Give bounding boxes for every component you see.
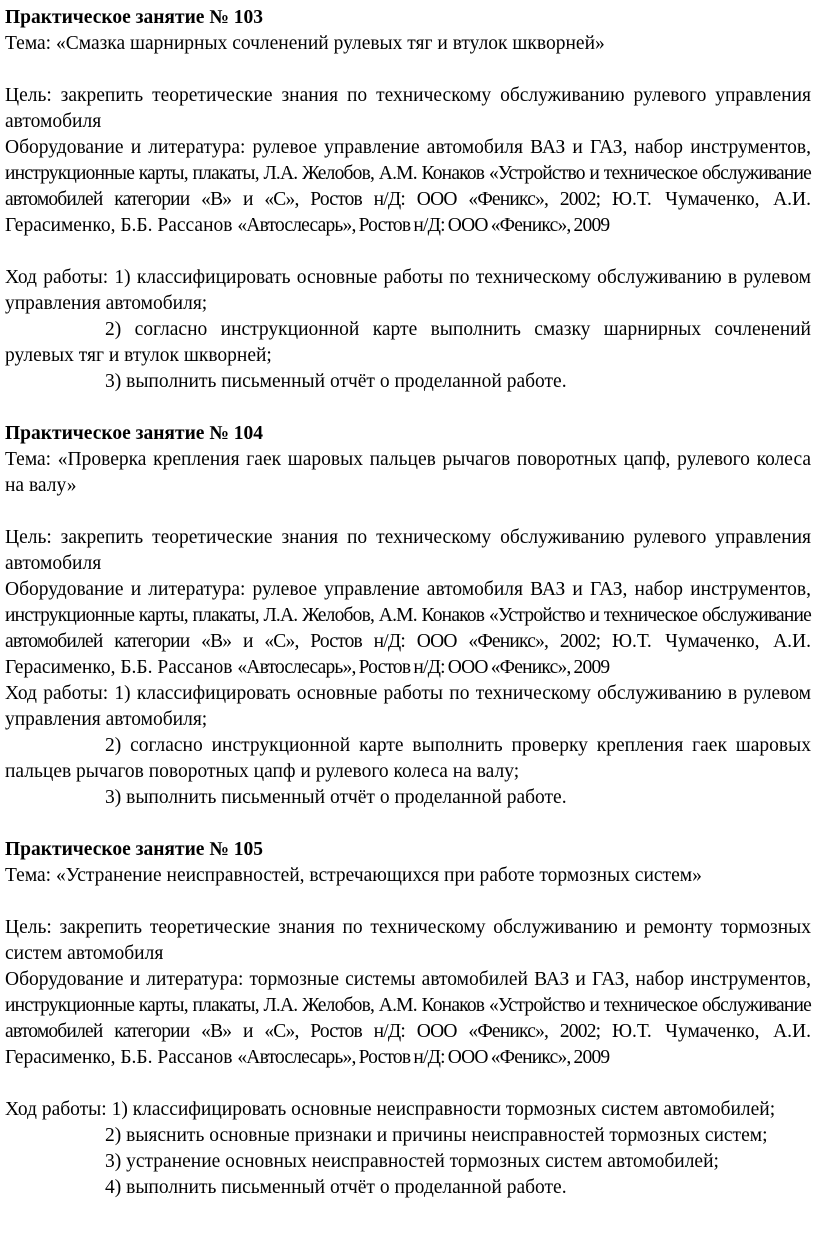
equipment-authors: Ю.Т. Чумаченко, А.И. Герасименко, Б.Б. Рассанов (5, 189, 811, 236)
equipment-lead: Оборудование и литература: рулевое управление автомобиля ВАЗ и ГАЗ, набор инструментов, (5, 579, 811, 600)
lesson-goal: Цель: закрепить теоретические знания по техническому обслуживанию и ремонту тормозных систем автомобиля (5, 917, 811, 964)
lesson-goal: Цель: закрепить теоретические знания по техническому обслуживанию рулевого управления автомобиля (5, 527, 811, 574)
blank-line (5, 889, 811, 915)
lesson-equipment (5, 577, 811, 681)
lesson-section-104 (5, 421, 811, 811)
lesson-equipment (5, 967, 811, 1071)
work-step: Ход работы: 1) классифицировать основные неисправности тормозных систем автомобилей; (5, 1099, 776, 1120)
work-step: Ход работы: 1) классифицировать основные работы по техническому обслуживанию в рулевом управления автомобиля; (5, 267, 811, 314)
lesson-equipment (5, 135, 811, 239)
equipment-authors: Ю.Т. Чумаченко, А.И. Герасименко, Б.Б. Рассанов (5, 631, 811, 678)
blank-line (5, 1071, 811, 1097)
equipment-condensed-2: «Автослесарь», Ростов н/Д: ООО «Феникс», 2009 (237, 657, 610, 678)
lesson-theme: Тема: «Смазка шарнирных сочленений рулевых тяг и втулок шкворней» (5, 33, 605, 54)
work-step: 2) согласно инструкционной карте выполнить проверку крепления гаек шаровых пальцев рычагов поворотных цапф и рулевого колеса на валу; (5, 735, 811, 782)
equipment-authors: Ю.Т. Чумаченко, А.И. Герасименко, Б.Б. Рассанов (5, 1021, 811, 1068)
work-step: 3) выполнить письменный отчёт о проделанной работе. (105, 787, 567, 808)
equipment-condensed-1: инструкционные карты, плакаты, Л.А. Желобов, А.М. Конаков «Устройство и техническое обслуживание автомобилей категории «В» и «С», Ростов н/Д: ООО «Феникс», 2002; (5, 995, 811, 1042)
blank-line (5, 499, 811, 525)
blank-line (5, 239, 811, 265)
blank-line (5, 395, 811, 421)
work-step: Ход работы: 1) классифицировать основные работы по техническому обслуживанию в рулевом управления автомобиля; (5, 683, 811, 730)
equipment-lead: Оборудование и литература: тормозные системы автомобилей ВАЗ и ГАЗ, набор инструментов, (5, 969, 811, 990)
lesson-theme: Тема: «Устранение неисправностей, встречающихся при работе тормозных систем» (5, 865, 702, 886)
work-step: 2) согласно инструкционной карте выполнить смазку шарнирных сочленений рулевых тяг и втулок шкворней; (5, 319, 811, 366)
blank-line (5, 57, 811, 83)
lesson-title: Практическое занятие № 104 (5, 423, 264, 444)
work-step: 3) выполнить письменный отчёт о проделанной работе. (105, 371, 567, 392)
lesson-goal: Цель: закрепить теоретические знания по техническому обслуживанию рулевого управления автомобиля (5, 85, 811, 132)
lesson-theme: Тема: «Проверка крепления гаек шаровых пальцев рычагов поворотных цапф, рулевого колеса на валу» (5, 449, 811, 496)
work-step: 3) устранение основных неисправностей тормозных систем автомобилей; (105, 1151, 719, 1172)
lesson-section-103 (5, 5, 811, 395)
work-step: 4) выполнить письменный отчёт о проделанной работе. (105, 1177, 567, 1198)
work-step: 2) выяснить основные признаки и причины неисправностей тормозных систем; (105, 1125, 768, 1146)
lesson-title: Практическое занятие № 103 (5, 7, 264, 28)
blank-line (5, 811, 811, 837)
lesson-section-105 (5, 837, 811, 1201)
equipment-condensed-1: инструкционные карты, плакаты, Л.А. Желобов, А.М. Конаков «Устройство и техническое обслуживание автомобилей категории «В» и «С», Ростов н/Д: ООО «Феникс», 2002; (5, 605, 811, 652)
equipment-condensed-1: инструкционные карты, плакаты, Л.А. Желобов, А.М. Конаков «Устройство и техническое обслуживание автомобилей категории «В» и «С», Ростов н/Д: ООО «Феникс», 2002; (5, 163, 811, 210)
equipment-lead: Оборудование и литература: рулевое управление автомобиля ВАЗ и ГАЗ, набор инструментов, (5, 137, 811, 158)
equipment-condensed-2: «Автослесарь», Ростов н/Д: ООО «Феникс», 2009 (237, 1047, 610, 1068)
lesson-title: Практическое занятие № 105 (5, 839, 264, 860)
equipment-condensed-2: «Автослесарь», Ростов н/Д: ООО «Феникс», 2009 (237, 215, 610, 236)
